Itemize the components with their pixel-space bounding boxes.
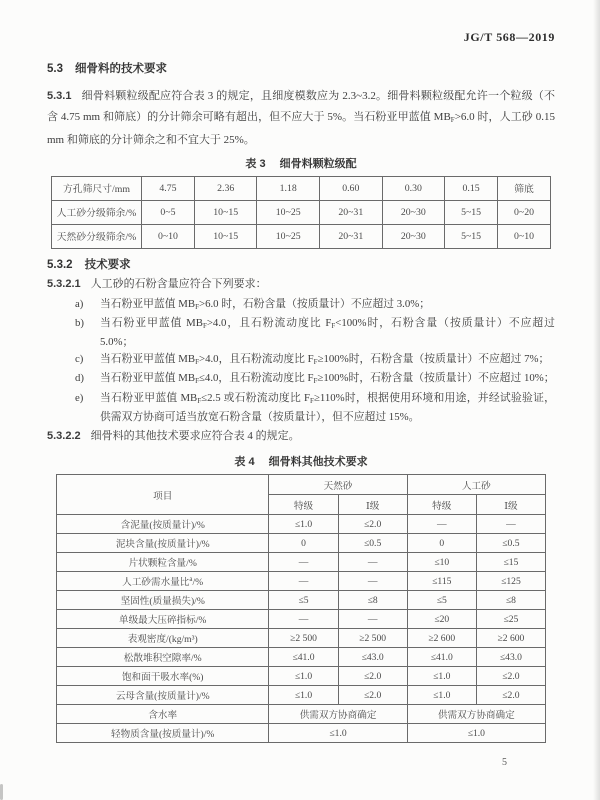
value-cell: ≤0.5 xyxy=(338,534,407,553)
table-row xyxy=(57,475,546,495)
value-cell: 4.75 xyxy=(142,176,195,200)
value-cell: ≤10 xyxy=(407,553,476,572)
value-cell: ≥2 600 xyxy=(407,629,476,648)
value-cell: 10~25 xyxy=(257,200,320,224)
list-marker: a) xyxy=(75,297,84,310)
clause-5-3-2-2 xyxy=(47,429,555,444)
value-cell: 0~10 xyxy=(498,224,551,248)
table-4-body xyxy=(57,515,546,743)
value-cell: 筛底 xyxy=(498,176,551,200)
clause-title: 技术要求 xyxy=(84,258,131,271)
value-cell: 20~31 xyxy=(320,224,383,248)
value-cell: 10~25 xyxy=(257,224,320,248)
section-title: 细骨料的技术要求 xyxy=(75,63,167,75)
list-item-e xyxy=(47,390,555,426)
value-cell: ≤8 xyxy=(476,591,545,610)
value-cell: 10~15 xyxy=(194,200,257,224)
value-cell: — xyxy=(407,515,476,534)
value-cell: — xyxy=(338,553,407,572)
header-cell-grade: 特级 xyxy=(269,495,338,515)
value-cell: 0 xyxy=(269,534,338,553)
clause-text: 细骨料颗粒级配应符合表 3 的规定，且细度模数应为 2.3~3.2。细骨料颗粒级配允许一个粒级（不含 4.75 mm 和筛底）的分计筛余可略有超出，但不应大于 5%。当石粉亚甲蓝值 $MB_F>6.0$ 时，人工砂 0.15 mm 和筛底的分计筛余之和不宜大于 25%。 xyxy=(47,90,555,146)
value-cell: 0~5 xyxy=(142,200,195,224)
header-cell-artificial-sand: 人工砂 xyxy=(407,475,545,495)
value-cell: ≤2.0 xyxy=(476,667,545,686)
clause-number: 5.3.2.2 xyxy=(47,430,81,443)
list-item-b xyxy=(47,315,555,351)
value-cell: — xyxy=(338,572,407,591)
clause-number: 5.3.2.1 xyxy=(47,277,81,290)
value-cell: ≤15 xyxy=(476,553,545,572)
value-cell: — xyxy=(269,610,338,629)
value-cell: ≤5 xyxy=(407,591,476,610)
list-marker: b) xyxy=(75,316,84,329)
value-cell: ≤2.0 xyxy=(338,667,407,686)
value-cell: 20~31 xyxy=(320,200,383,224)
requirement-list xyxy=(47,296,555,426)
row-label-cell: 含泥量(按质量计)/% xyxy=(57,515,269,534)
row-label-cell: 含水率 xyxy=(57,705,269,724)
row-label-cell: 表观密度/(kg/m³) xyxy=(57,629,269,648)
value-cell: ≤43.0 xyxy=(476,648,545,667)
table-3 xyxy=(51,176,551,249)
value-cell: ≤0.5 xyxy=(476,534,545,553)
table-row xyxy=(57,534,546,553)
page-content xyxy=(47,62,555,743)
value-cell: ≤25 xyxy=(476,610,545,629)
value-cell: ≤1.0 xyxy=(269,724,407,743)
row-label-cell: 轻物质含量(按质量计)/% xyxy=(57,724,269,743)
value-cell: 0.30 xyxy=(382,176,445,200)
value-cell: ≤1.0 xyxy=(407,686,476,705)
value-cell: — xyxy=(338,610,407,629)
clause-number: 5.3.1 xyxy=(47,90,72,102)
value-cell: 20~30 xyxy=(382,224,445,248)
row-label-cell: 松散堆积空隙率/% xyxy=(57,648,269,667)
table-row xyxy=(57,705,546,724)
value-cell: 5~15 xyxy=(445,200,498,224)
value-cell: 0 xyxy=(407,534,476,553)
value-cell: ≤2.0 xyxy=(476,686,545,705)
value-cell: 20~30 xyxy=(382,200,445,224)
clause-text: 人工砂的石粉含量应符合下列要求： xyxy=(90,277,267,290)
row-label-cell: 片状颗粒含量/% xyxy=(57,553,269,572)
clause-5-3-2-heading xyxy=(47,258,555,272)
table-4-header xyxy=(57,475,546,515)
value-cell: ≤8 xyxy=(338,591,407,610)
row-label-cell: 泥块含量(按质量计)/% xyxy=(57,534,269,553)
page-number: 5 xyxy=(502,757,507,768)
list-marker: d) xyxy=(75,372,84,385)
value-cell: ≤2.0 xyxy=(338,515,407,534)
list-marker: e) xyxy=(75,391,84,404)
value-cell: ≤43.0 xyxy=(338,648,407,667)
table-row xyxy=(57,553,546,572)
table-4-caption xyxy=(47,455,555,469)
section-number: 5.3 xyxy=(47,63,63,75)
value-cell: ≤1.0 xyxy=(407,724,545,743)
list-item-text: 当石粉亚甲蓝值 $MB_F>4.0$，且石粉流动度比 $F_F\ge 100\%$时，石粉含量（按质量计）不应超过 7%； xyxy=(100,352,550,366)
clause-5-3-2-1 xyxy=(47,277,555,292)
value-cell: ≥2 500 xyxy=(338,629,407,648)
header-cell-grade: Ⅰ级 xyxy=(476,495,545,515)
table-3-caption xyxy=(47,157,555,171)
header-cell-grade: 特级 xyxy=(407,495,476,515)
list-item-c xyxy=(47,351,555,370)
table-3-caption-title: 细骨料颗粒级配 xyxy=(279,157,357,170)
value-cell: 2.36 xyxy=(194,176,257,200)
table-row xyxy=(52,176,551,200)
row-label-cell: 方孔筛尺寸/mm xyxy=(52,176,142,200)
list-item-text: 当石粉亚甲蓝值 $MB_F>4.0$，且石粉流动度比 $F_F<100\%$时，石粉含量（按质量计）不应超过 5.0%； xyxy=(100,316,555,349)
table-row xyxy=(57,667,546,686)
standard-number-header: JG/T 568—2019 xyxy=(463,30,555,44)
value-cell: ≤115 xyxy=(407,572,476,591)
list-item-text: 当石粉亚甲蓝值 $MB_F\le 2.5$ 或石粉流动度比 $F_F\ge 110\%$时，根据使用环境和用途，并经试验验证，供需双方协商可适当放宽石粉含量（按质量计），但不应超过 15%。 xyxy=(100,391,555,423)
header-cell-item: 项目 xyxy=(57,475,269,515)
table-row xyxy=(57,515,546,534)
value-cell: 供需双方协商确定 xyxy=(407,705,545,724)
scan-artifact xyxy=(0,784,3,800)
value-cell: — xyxy=(269,572,338,591)
row-label-cell: 云母含量(按质量计)/% xyxy=(57,686,269,705)
table-3-caption-number: 表 3 xyxy=(245,157,266,170)
value-cell: ≤2.0 xyxy=(338,686,407,705)
list-item-a xyxy=(47,296,555,315)
table-3-body xyxy=(52,176,551,248)
list-marker: c) xyxy=(75,352,84,365)
value-cell: ≤5 xyxy=(269,591,338,610)
value-cell: ≤1.0 xyxy=(407,667,476,686)
clause-text: 细骨料的其他技术要求应符合表 4 的规定。 xyxy=(90,430,300,443)
value-cell: 0~10 xyxy=(142,224,195,248)
list-item-d xyxy=(47,370,555,389)
row-label-cell: 坚固性(质量损失)/% xyxy=(57,591,269,610)
table-row xyxy=(57,686,546,705)
value-cell: ≥2 500 xyxy=(269,629,338,648)
table-row xyxy=(57,724,546,743)
row-label-cell: 天然砂分级筛余/% xyxy=(52,224,142,248)
clause-number: 5.3.2 xyxy=(47,258,73,271)
value-cell: 供需双方协商确定 xyxy=(269,705,407,724)
header-cell-grade: Ⅰ级 xyxy=(338,495,407,515)
value-cell: ≥2 600 xyxy=(476,629,545,648)
row-label-cell: 饱和面干吸水率(%) xyxy=(57,667,269,686)
table-row xyxy=(57,610,546,629)
value-cell: — xyxy=(476,515,545,534)
table-4-caption-title: 细骨料其他技术要求 xyxy=(268,456,368,469)
table-row xyxy=(52,224,551,248)
value-cell: 0.60 xyxy=(320,176,383,200)
value-cell: ≤41.0 xyxy=(407,648,476,667)
table-4-caption-number: 表 4 xyxy=(234,456,255,469)
value-cell: ≤1.0 xyxy=(269,667,338,686)
header-cell-natural-sand: 天然砂 xyxy=(269,475,407,495)
table-row xyxy=(57,629,546,648)
clause-5-3-1 xyxy=(47,86,555,151)
list-item-text: 当石粉亚甲蓝值 $MB_F>6.0$ 时，石粉含量（按质量计）不应超过 3.0%； xyxy=(100,297,431,311)
table-row xyxy=(57,572,546,591)
table-row xyxy=(52,200,551,224)
value-cell: ≤20 xyxy=(407,610,476,629)
value-cell: ≤125 xyxy=(476,572,545,591)
row-label-cell: 人工砂需水量比$^a$/% xyxy=(57,572,269,591)
value-cell: 5~15 xyxy=(445,224,498,248)
value-cell: 0~20 xyxy=(498,200,551,224)
row-label-cell: 人工砂分级筛余/% xyxy=(52,200,142,224)
value-cell: 0.15 xyxy=(445,176,498,200)
value-cell: ≤41.0 xyxy=(269,648,338,667)
list-item-text: 当石粉亚甲蓝值 $MB_F\le 4.0$，且石粉流动度比 $F_F\ge 100\%$时，石粉含量（按质量计）不应超过 10%； xyxy=(100,372,555,386)
table-4 xyxy=(56,474,546,743)
value-cell: — xyxy=(269,553,338,572)
value-cell: 1.18 xyxy=(257,176,320,200)
table-row xyxy=(57,591,546,610)
value-cell: ≤1.0 xyxy=(269,686,338,705)
row-label-cell: 单级最大压碎指标/% xyxy=(57,610,269,629)
section-5-3-heading xyxy=(47,62,555,76)
value-cell: 10~15 xyxy=(194,224,257,248)
table-row xyxy=(57,648,546,667)
value-cell: ≤1.0 xyxy=(269,515,338,534)
